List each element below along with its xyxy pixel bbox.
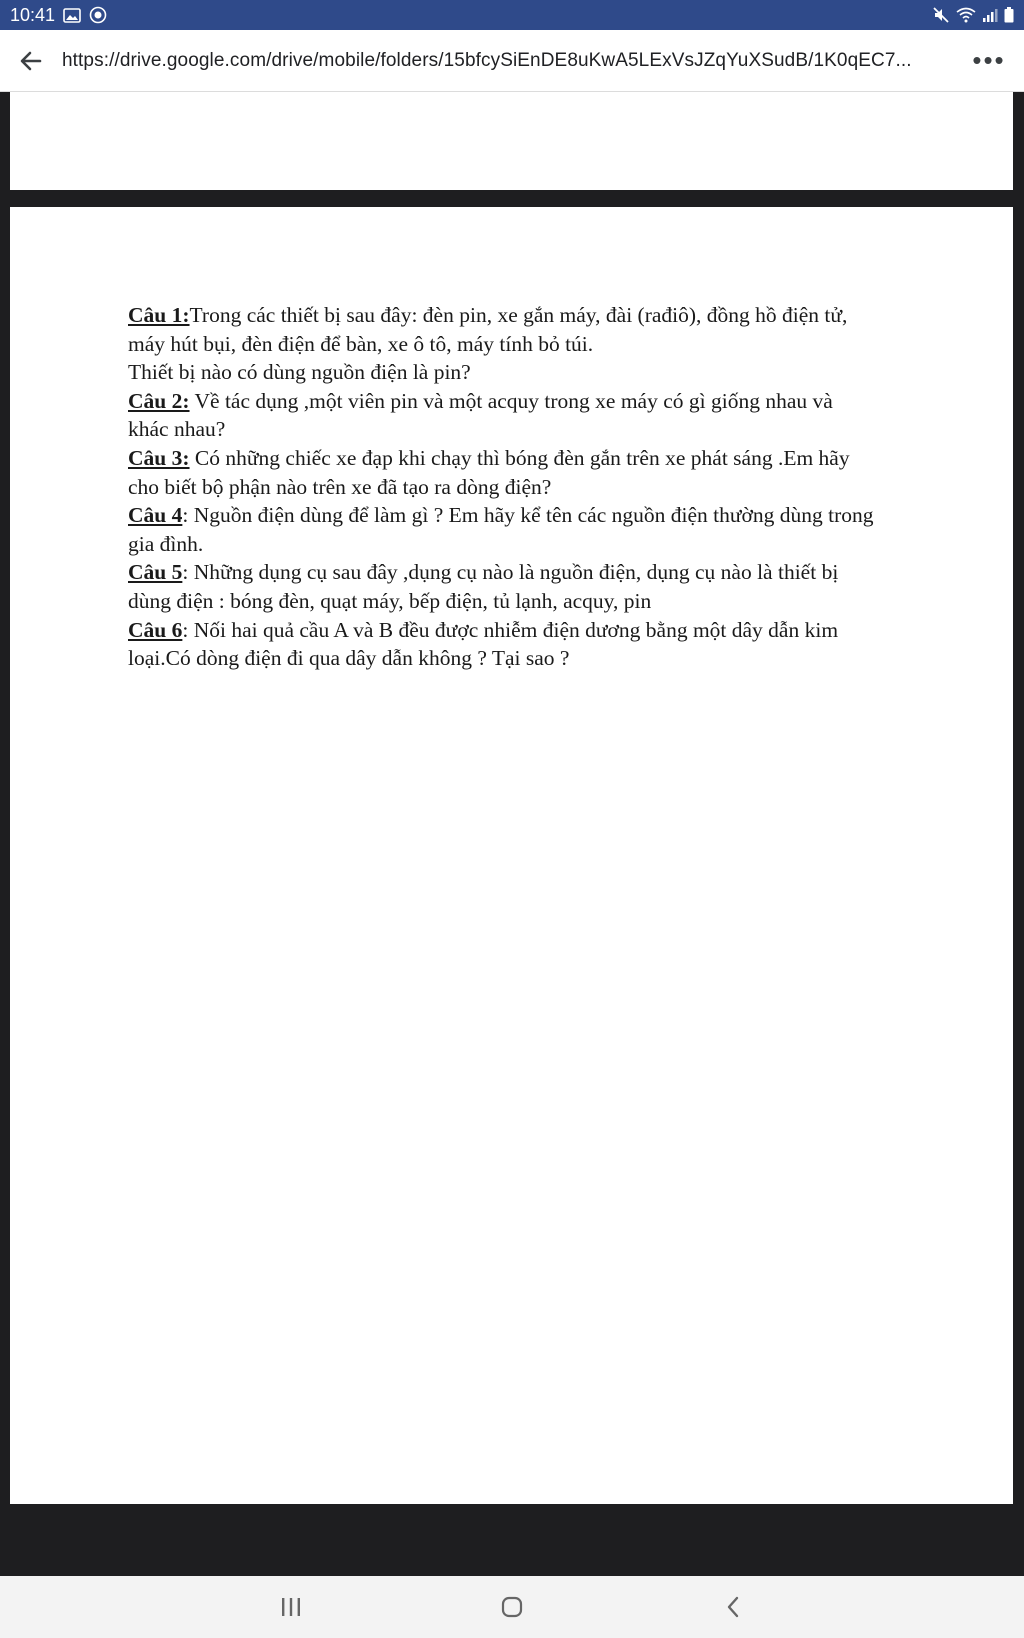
status-time: 10:41 <box>10 4 56 25</box>
mute-icon <box>932 6 950 24</box>
question-2 <box>128 387 943 416</box>
back-button[interactable] <box>693 1582 773 1632</box>
question-1-line-2: máy hút bụi, đèn điện để bàn, xe ô tô, máy tính bỏ túi. <box>128 331 594 356</box>
question-text: Về tác dụng ,một viên pin và một acquy trong xe máy có gì giống nhau và <box>189 388 833 413</box>
question-text: : Nối hai quả cầu A và B đều được nhiễm điện dương bằng một dây dẫn kim <box>182 617 839 642</box>
question-4-line-2: gia đình. <box>128 531 204 556</box>
sync-icon <box>89 6 107 24</box>
question-4 <box>128 501 943 530</box>
home-button[interactable] <box>472 1582 552 1632</box>
document-viewer[interactable] <box>0 92 1024 1576</box>
question-label: Câu 4 <box>128 503 183 528</box>
recents-button[interactable] <box>251 1582 331 1632</box>
recents-icon <box>279 1596 303 1618</box>
status-left <box>10 5 107 26</box>
question-label: Câu 3: <box>128 445 190 470</box>
back-icon <box>725 1595 741 1619</box>
question-label: Câu 6 <box>128 617 183 642</box>
browser-toolbar <box>0 30 1024 92</box>
more-options-icon: ••• <box>972 45 1006 75</box>
question-text: Có những chiếc xe đạp khi chạy thì bóng đèn gắn trên xe phát sáng .Em hãy <box>189 445 850 470</box>
question-3 <box>128 444 943 473</box>
previous-page <box>10 92 1013 190</box>
question-label: Câu 1: <box>128 303 190 327</box>
question-1-line-3: Thiết bị nào có dùng nguồn điện là pin? <box>128 360 471 385</box>
status-bar <box>0 0 1024 30</box>
question-5-line-2: dùng điện : bóng đèn, quạt máy, bếp điện, tủ lạnh, acquy, pin <box>128 588 652 613</box>
question-3-line-2: cho biết bộ phận nào trên xe đã tạo ra dòng điện? <box>128 474 552 499</box>
question-label: Câu 5 <box>128 560 183 585</box>
browser-back-button[interactable] <box>0 30 62 92</box>
system-nav-bar <box>0 1576 1024 1638</box>
url-field[interactable]: https://drive.google.com/drive/mobile/folders/15bfcySiEnDE8uKwA5LExVsJZqYuXSudB/1K0qEC7... <box>62 49 912 71</box>
question-1 <box>128 301 943 330</box>
question-5 <box>128 558 943 587</box>
document-text <box>128 301 943 673</box>
image-icon <box>63 8 81 23</box>
battery-icon <box>1004 7 1014 23</box>
question-6-line-2: loại.Có dòng điện đi qua dây dẫn không ? Tại sao ? <box>128 646 570 671</box>
question-text: Trong các thiết bị sau đây: đèn pin, xe gắn máy, đài (rađiô), đồng hồ điện tử, <box>189 303 848 327</box>
question-text: : Những dụng cụ sau đây ,dụng cụ nào là nguồn điện, dụng cụ nào là thiết bị <box>182 560 839 585</box>
question-label: Câu 2: <box>128 388 190 413</box>
home-icon <box>500 1595 524 1619</box>
arrow-left-icon <box>20 51 42 71</box>
question-2-line-2: khác nhau? <box>128 417 226 442</box>
signal-icon <box>982 7 998 23</box>
question-text: : Nguồn điện dùng để làm gì ? Em hãy kể tên các nguồn điện thường dùng trong <box>182 503 874 528</box>
more-options-button[interactable] <box>954 30 1024 92</box>
question-6 <box>128 616 943 645</box>
status-right <box>932 6 1014 24</box>
wifi-icon <box>956 7 976 23</box>
document-page <box>10 207 1013 1504</box>
